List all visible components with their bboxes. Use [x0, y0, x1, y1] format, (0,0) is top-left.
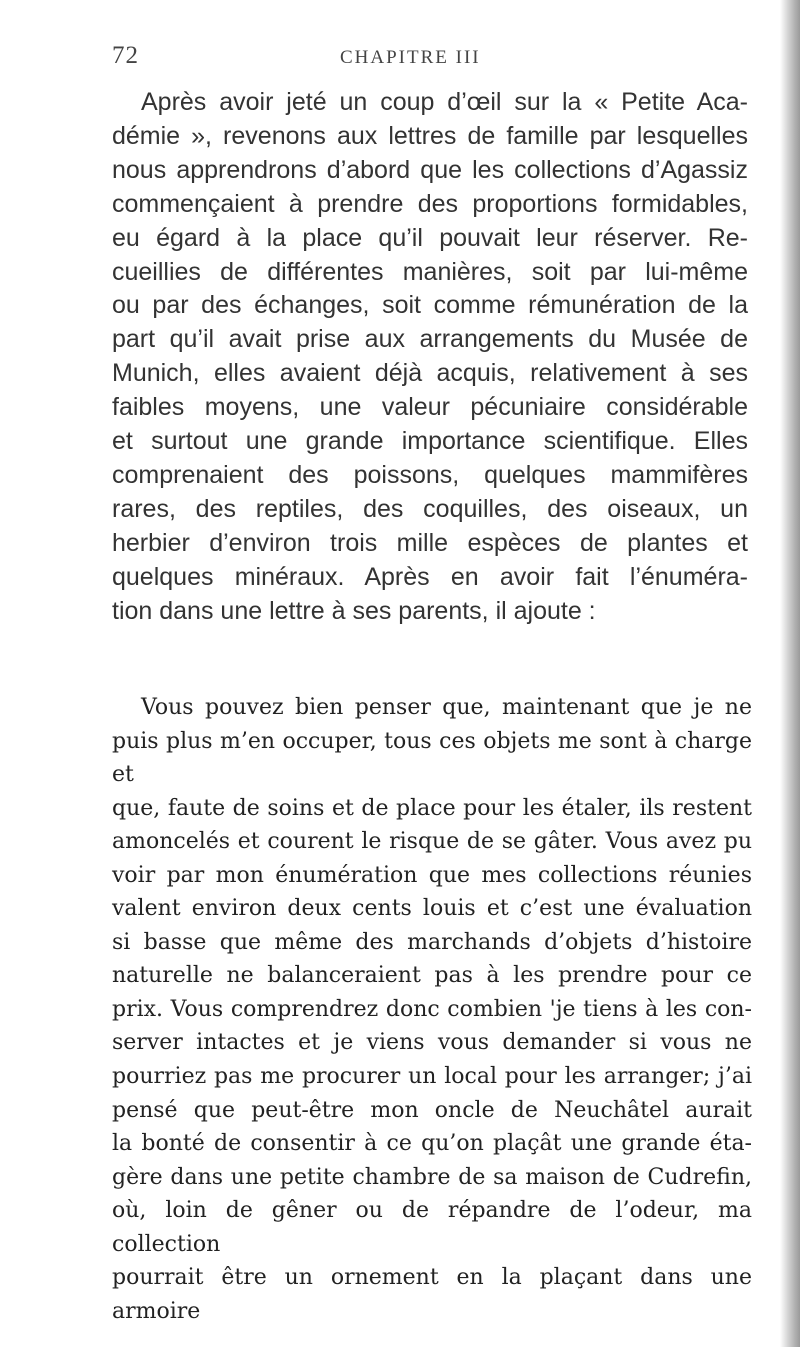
text-line: quelques minéraux. Après en avoir fait l’énuméra-	[112, 562, 748, 591]
text-line: part qu’il avait prise aux arrangements du Musée de	[112, 325, 748, 354]
running-head: CHAPITRE III	[340, 47, 481, 68]
quote-line: que, faute de soins et de place pour les étaler, ils restent	[112, 795, 752, 821]
quote-line: valent environ deux cents louis et c’est une évaluation	[112, 896, 752, 922]
page-number: 72	[112, 42, 139, 69]
quote-line: naturelle ne balanceraient pas à les prendre pour ce	[112, 963, 752, 989]
text-line: cueillies de différentes manières, soit par lui-même	[112, 257, 748, 286]
text-line: faibles moyens, une valeur pécuniaire considérable	[112, 393, 748, 422]
quote-line: amoncelés et courent le risque de se gâter. Vous avez pu	[112, 829, 752, 855]
quote-line: la bonté de consentir à ce qu’on plaçât une grande éta-	[112, 1131, 752, 1157]
text-line: tion dans une lettre à ses parents, il ajoute :	[112, 596, 596, 625]
text-line: démie », revenons aux lettres de famille par lesquelles	[112, 121, 748, 150]
quote-line: où, loin de gêner ou de répandre de l’odeur, ma collection	[112, 1198, 752, 1257]
quote-line: gère dans une petite chambre de sa maison de Cudrefin,	[112, 1164, 752, 1190]
main-paragraph	[112, 86, 748, 629]
text-line: comprenaient des poissons, quelques mammifères	[112, 460, 748, 489]
quote-line: pourrait être un ornement en la plaçant dans une armoire	[112, 1265, 752, 1324]
quoted-letter	[112, 691, 752, 1328]
text-line: eu égard à la place qu’il pouvait leur réserver. Re-	[112, 223, 748, 252]
quote-line: pensé que peut-être mon oncle de Neuchâtel aurait	[112, 1097, 752, 1123]
text-line: rares, des reptiles, des coquilles, des oiseaux, un	[112, 494, 748, 523]
quote-line: Vous pouvez bien penser que, maintenant que je ne	[141, 695, 752, 720]
quote-line: voir par mon énumération que mes collections réunies	[112, 862, 752, 888]
text-line: Munich, elles avaient déjà acquis, relativement à ses	[112, 359, 748, 388]
page-edge-shadow	[780, 0, 800, 1347]
text-line: ou par des échanges, soit comme rémunération de la	[112, 291, 748, 320]
text-line: Après avoir jeté un coup d’œil sur la « Petite Aca-	[141, 88, 748, 116]
text-line: commençaient à prendre des proportions formidables,	[112, 189, 748, 218]
quote-line: server intactes et je viens vous demander si vous ne	[112, 1030, 752, 1056]
quote-line: prix. Vous comprendrez donc combien 'je tiens à les con-	[112, 996, 752, 1022]
quote-line: pourriez pas me procurer un local pour les arranger; j’ai	[112, 1064, 752, 1090]
text-line: herbier d’environ trois mille espèces de plantes et	[112, 528, 748, 557]
text-line: et surtout une grande importance scientifique. Elles	[112, 427, 748, 456]
text-line: nous apprendrons d’abord que les collections d’Agassiz	[112, 155, 748, 184]
quote-line: si basse que même des marchands d’objets d’histoire	[112, 929, 752, 955]
quote-line: puis plus m’en occuper, tous ces objets me sont à charge et	[112, 728, 752, 788]
